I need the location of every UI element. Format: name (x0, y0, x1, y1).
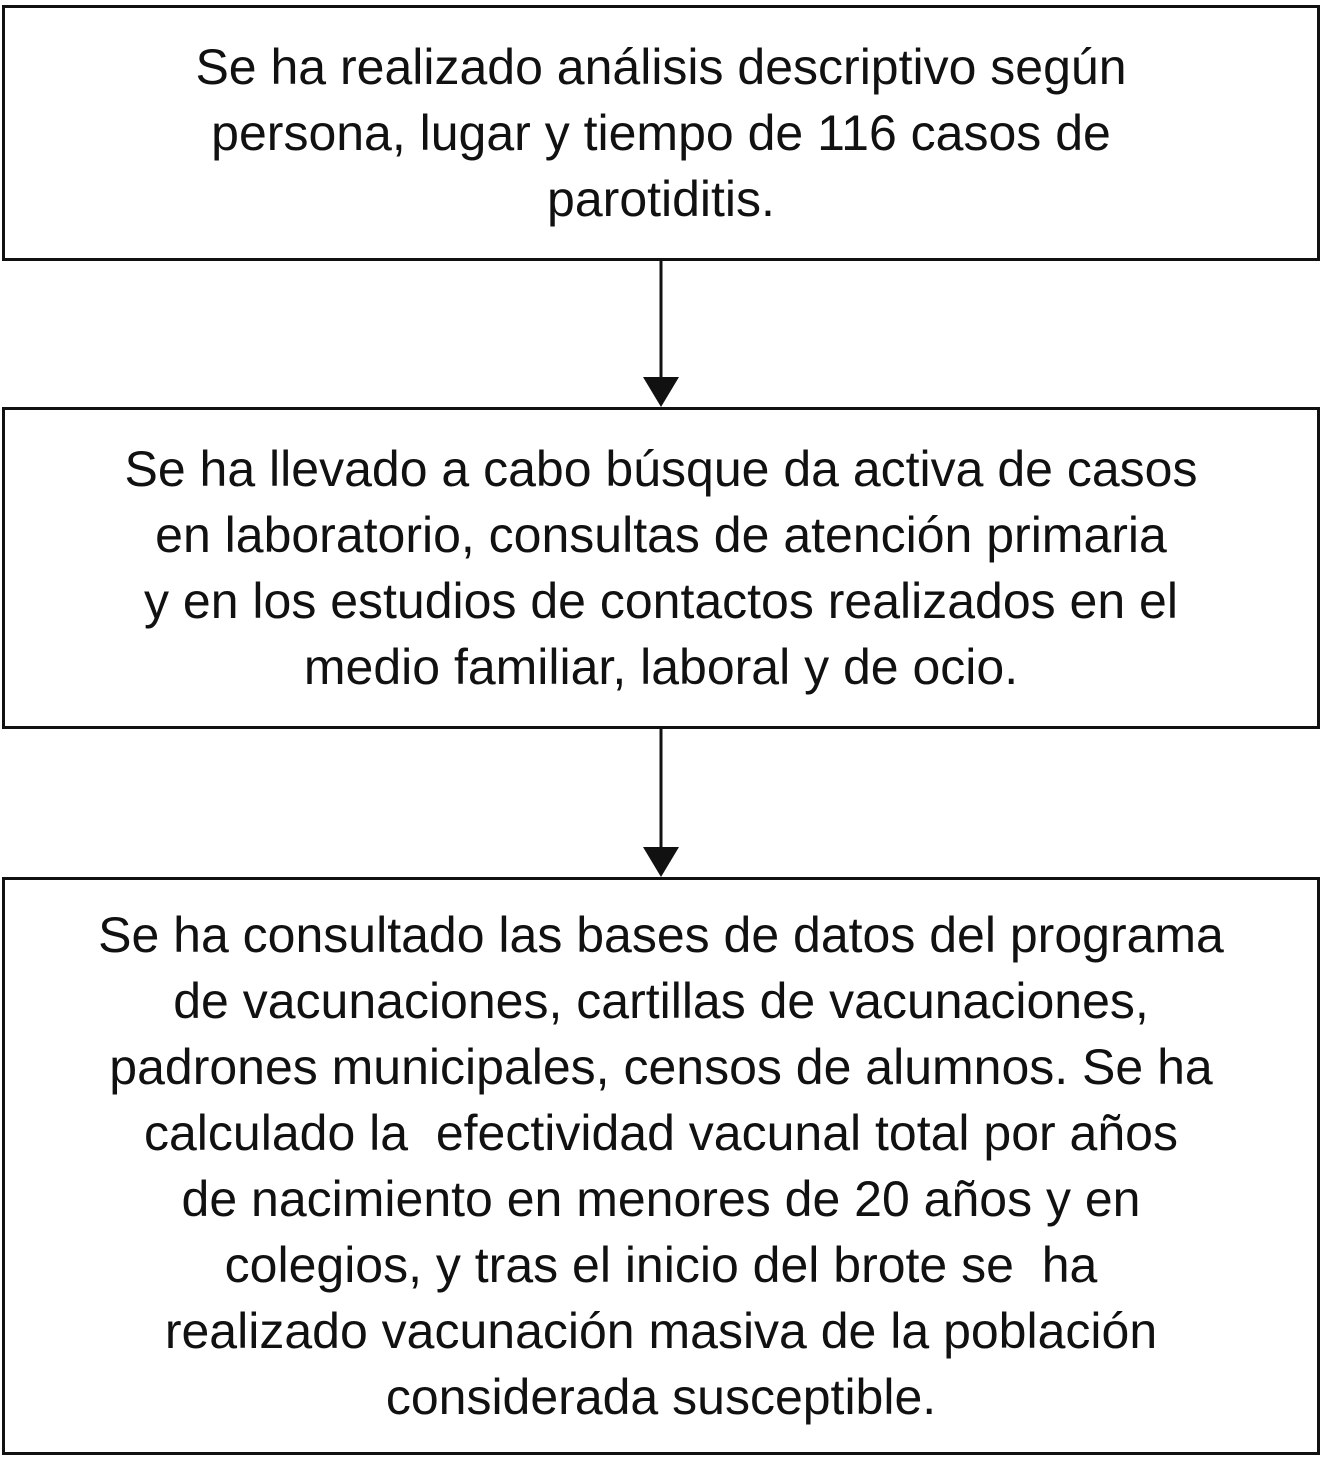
arrow-1-head (643, 377, 679, 407)
step-1-line-3: parotiditis. (547, 171, 775, 227)
step-2-line-3: y en los estudios de contactos realizados en el (144, 573, 1178, 629)
step-3-line-2: de vacunaciones, cartillas de vacunaciones, (173, 973, 1149, 1029)
step-2-line-1: Se ha llevado a cabo búsque da activa de casos (124, 441, 1198, 497)
step-2-line-4: medio familiar, laboral y de ocio. (303, 639, 1019, 695)
step-3-line-7: realizado vacunación masiva de la población (164, 1303, 1158, 1359)
arrow-2-head (643, 847, 679, 877)
flow-step-2 (2, 407, 1320, 729)
arrow-step-2-to-3 (0, 729, 1326, 877)
flow-step-1 (2, 5, 1320, 261)
step-3-line-8: considerada susceptible. (385, 1369, 937, 1425)
flow-step-3 (2, 877, 1320, 1455)
step-3-line-6: colegios, y tras el inicio del brote se ha (224, 1237, 1098, 1293)
step-3-line-4: calculado la efectividad vacunal total por años (144, 1105, 1178, 1161)
step-3-line-5: de nacimiento en menores de 20 años y en (181, 1171, 1141, 1227)
step-2-line-2: en laboratorio, consultas de atención primaria (155, 507, 1167, 563)
step-1-line-2: persona, lugar y tiempo de 116 casos de (211, 105, 1111, 161)
step-3-line-3: padrones municipales, censos de alumnos. Se ha (109, 1039, 1213, 1095)
arrow-step-1-to-2 (0, 261, 1326, 407)
step-1-line-1: Se ha realizado análisis descriptivo según (195, 39, 1127, 95)
step-3-line-1: Se ha consultado las bases de datos del programa (98, 907, 1224, 963)
